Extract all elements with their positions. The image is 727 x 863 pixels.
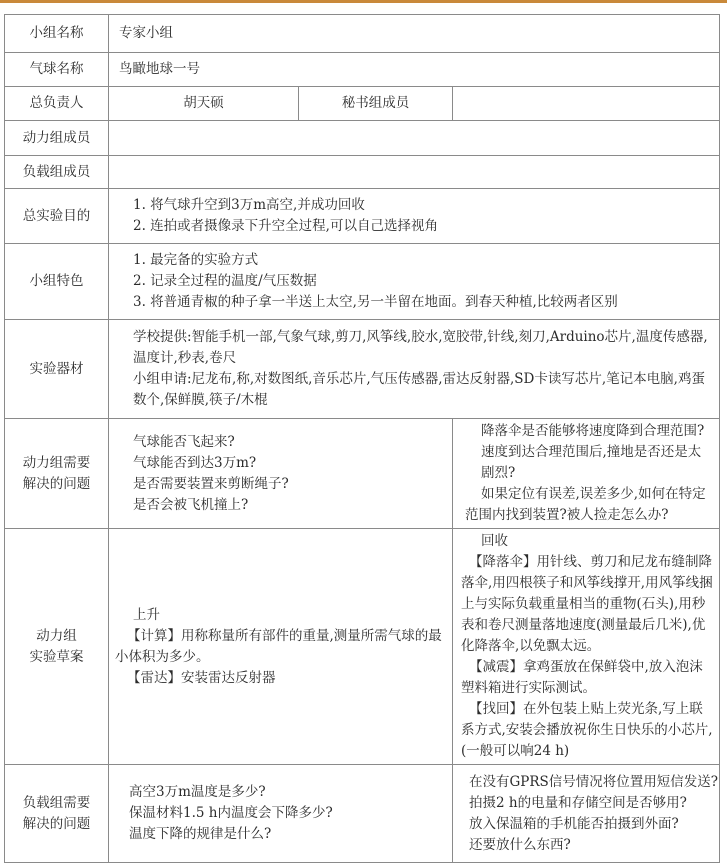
features-label: 小组特色	[5, 244, 109, 320]
row-payload-questions	[5, 765, 720, 863]
row-power-members	[5, 121, 720, 156]
leader-label: 总负责人	[5, 87, 109, 121]
power-question: 是否会被飞机撞上?	[133, 496, 249, 513]
goal-item: 2. 连拍或者摄像录下升空全过程,可以自己选择视角	[133, 218, 438, 234]
plan-calc: 【计算】用称称量所有部件的重量,测量所需气球的最小体积为多少。	[115, 627, 442, 665]
power-plan-label-line: 实验草案	[29, 648, 84, 665]
power-members-value	[109, 121, 720, 156]
power-question: 降落伞是否能够将速度降到合理范围?	[481, 423, 705, 439]
power-question: 气球能否到达3万m?	[133, 454, 257, 471]
group-name-label: 小组名称	[5, 15, 109, 53]
power-question: 如果定位有误差,误差多少,如何在特定范围内找到装置?被人捡走怎么办?	[465, 486, 706, 523]
payload-questions-right	[453, 765, 720, 863]
power-questions-label	[5, 419, 109, 529]
plan-ascent-title: 上升	[133, 606, 160, 623]
equipment-label: 实验器材	[5, 320, 109, 419]
row-goal	[5, 189, 720, 244]
power-question: 是否需要装置来剪断绳子?	[133, 475, 289, 492]
power-plan-label	[5, 529, 109, 765]
equipment-school: 学校提供:智能手机一部,气象气球,剪刀,风筝线,胶水,宽胶带,针线,刻刀,Arduino芯片,温度传感器,温度计,秒表,卷尺	[133, 329, 708, 366]
payload-question: 拍摄2 h的电量和存储空间是否够用?	[469, 794, 687, 811]
goal-label: 总实验目的	[5, 189, 109, 244]
balloon-name-value: 鸟瞰地球一号	[109, 53, 720, 87]
power-questions-label-line: 动力组需要	[22, 454, 91, 471]
payload-questions-label-line: 解决的问题	[22, 815, 91, 832]
payload-questions-label	[5, 765, 109, 863]
payload-questions-left	[109, 765, 453, 863]
payload-question: 温度下降的规律是什么?	[129, 826, 272, 842]
row-balloon-name	[5, 53, 720, 87]
payload-question: 高空3万m温度是多少?	[129, 784, 266, 800]
power-questions-right	[453, 419, 720, 529]
power-plan-left	[109, 529, 453, 765]
goal-content	[109, 189, 720, 244]
equipment-content	[109, 320, 720, 419]
row-leader	[5, 87, 720, 121]
goal-item: 1. 将气球升空到3万m高空,并成功回收	[133, 197, 365, 213]
payload-question: 还要放什么东西?	[469, 836, 571, 853]
leader-value: 胡天硕	[109, 87, 299, 121]
row-group-name	[5, 15, 720, 53]
plan-shock: 【减震】拿鸡蛋放在保鲜袋中,放入泡沫塑料箱进行实际测试。	[461, 659, 703, 696]
secretary-value	[453, 87, 720, 121]
group-name-value: 专家小组	[109, 15, 720, 53]
experiment-plan-table	[4, 14, 720, 863]
row-power-plan	[5, 529, 720, 765]
power-members-label: 动力组成员	[5, 121, 109, 156]
feature-item: 2. 记录全过程的温度/气压数据	[133, 273, 317, 289]
features-content	[109, 244, 720, 320]
payload-members-value	[109, 156, 720, 189]
row-equipment	[5, 320, 720, 419]
power-questions-label-line: 解决的问题	[22, 475, 91, 492]
top-accent-bar	[0, 0, 727, 3]
power-question: 气球能否飞起来?	[133, 433, 235, 450]
plan-recovery-title: 回收	[481, 533, 508, 549]
feature-item: 1. 最完备的实验方式	[133, 252, 259, 268]
power-plan-right	[453, 529, 720, 765]
balloon-name-label: 气球名称	[5, 53, 109, 87]
payload-question: 放入保温箱的手机能否拍摄到外面?	[469, 815, 679, 832]
payload-question: 在没有GPRS信号情况将位置用短信发送?	[469, 773, 719, 790]
plan-radar: 【雷达】安装雷达反射器	[127, 669, 276, 686]
row-payload-members	[5, 156, 720, 189]
power-questions-left	[109, 419, 453, 529]
equipment-group: 小组申请:尼龙布,称,对数图纸,音乐芯片,气压传感器,雷达反射器,SD卡读写芯片,笔记本电脑,鸡蛋数个,保鲜膜,筷子/木棍	[133, 371, 705, 408]
payload-questions-label-line: 负载组需要	[22, 794, 91, 811]
row-features	[5, 244, 720, 320]
feature-item: 3. 将普通青椒的种子拿一半送上太空,另一半留在地面。到春天种植,比较两者区别	[133, 294, 618, 310]
power-plan-label-line: 动力组	[36, 627, 77, 644]
payload-question: 保温材料1.5 h内温度会下降多少?	[129, 805, 333, 821]
plan-parachute: 【降落伞】用针线、剪刀和尼龙布缝制降落伞,用四根筷子和风筝线撑开,用风筝线捆上与实际负载重量相当的重物(石头),用秒表和卷尺测量落地速度(测量最后几米),优化降落伞,以免飘太远。	[461, 554, 713, 654]
plan-find: 【找回】在外包装上贴上荧光条,写上联系方式,安装会播放祝你生日快乐的小芯片,(一般可以响24 h)	[461, 701, 713, 759]
payload-members-label: 负载组成员	[5, 156, 109, 189]
secretary-label: 秘书组成员	[299, 87, 453, 121]
power-question: 速度到达合理范围后,撞地是否还是太剧烈?	[481, 444, 702, 481]
row-power-questions	[5, 419, 720, 529]
